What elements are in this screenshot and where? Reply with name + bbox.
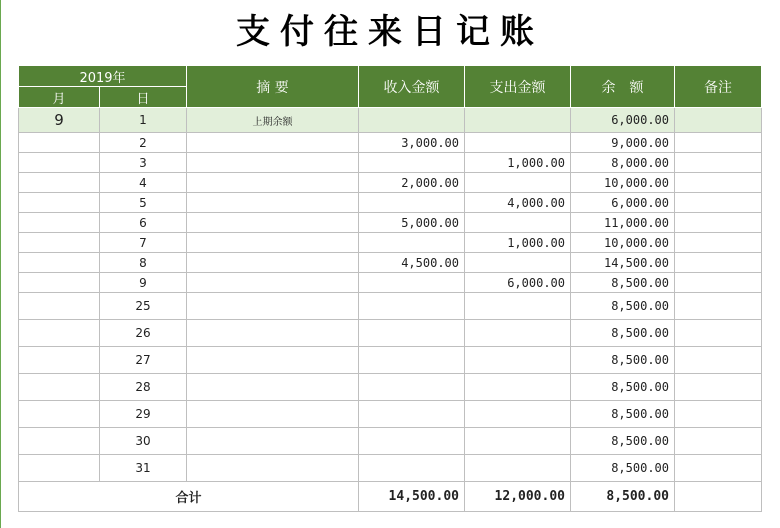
day-cell[interactable]: 28 bbox=[100, 374, 187, 401]
month-cell[interactable] bbox=[19, 347, 100, 374]
income-cell[interactable]: 5,000.00 bbox=[359, 213, 465, 233]
note-cell[interactable] bbox=[675, 233, 762, 253]
income-header: 收入金额 bbox=[359, 66, 465, 108]
day-cell[interactable]: 2 bbox=[100, 133, 187, 153]
balance-cell[interactable]: 8,500.00 bbox=[571, 428, 675, 455]
note-cell[interactable] bbox=[675, 133, 762, 153]
income-cell[interactable] bbox=[359, 153, 465, 173]
note-cell[interactable] bbox=[675, 374, 762, 401]
expense-cell[interactable] bbox=[465, 108, 571, 133]
note-cell[interactable] bbox=[675, 193, 762, 213]
note-cell[interactable] bbox=[675, 108, 762, 133]
summary-cell[interactable] bbox=[187, 233, 359, 253]
table-row bbox=[19, 253, 762, 273]
balance-cell[interactable]: 9,000.00 bbox=[571, 133, 675, 153]
day-cell[interactable]: 5 bbox=[100, 193, 187, 213]
day-cell[interactable]: 3 bbox=[100, 153, 187, 173]
month-cell[interactable] bbox=[19, 253, 100, 273]
day-cell[interactable]: 7 bbox=[100, 233, 187, 253]
income-cell[interactable]: 4,500.00 bbox=[359, 253, 465, 273]
totals-row bbox=[19, 482, 762, 512]
table-row bbox=[19, 374, 762, 401]
month-cell[interactable] bbox=[19, 173, 100, 193]
totals-label: 合计 bbox=[19, 482, 359, 512]
balance-cell[interactable]: 8,500.00 bbox=[571, 374, 675, 401]
expense-cell[interactable] bbox=[465, 173, 571, 193]
summary-cell[interactable] bbox=[187, 401, 359, 428]
expense-cell[interactable] bbox=[465, 213, 571, 233]
balance-cell[interactable]: 11,000.00 bbox=[571, 213, 675, 233]
balance-header: 余 额 bbox=[571, 66, 675, 108]
income-cell[interactable] bbox=[359, 193, 465, 213]
summary-cell[interactable] bbox=[187, 153, 359, 173]
expense-cell[interactable] bbox=[465, 401, 571, 428]
month-cell[interactable] bbox=[19, 213, 100, 233]
day-cell[interactable]: 31 bbox=[100, 455, 187, 482]
note-cell[interactable] bbox=[675, 253, 762, 273]
table-row bbox=[19, 173, 762, 193]
table-row bbox=[19, 193, 762, 213]
balance-cell[interactable]: 6,000.00 bbox=[571, 193, 675, 213]
income-cell[interactable] bbox=[359, 233, 465, 253]
summary-cell[interactable] bbox=[187, 173, 359, 193]
month-cell[interactable] bbox=[19, 293, 100, 320]
balance-cell[interactable]: 8,500.00 bbox=[571, 320, 675, 347]
income-cell[interactable] bbox=[359, 320, 465, 347]
summary-cell[interactable] bbox=[187, 193, 359, 213]
table-row bbox=[19, 401, 762, 428]
day-cell[interactable]: 6 bbox=[100, 213, 187, 233]
note-cell[interactable] bbox=[675, 428, 762, 455]
note-cell[interactable] bbox=[675, 153, 762, 173]
expense-cell[interactable]: 6,000.00 bbox=[465, 273, 571, 293]
month-cell[interactable]: 9 bbox=[19, 108, 100, 133]
balance-cell[interactable]: 8,500.00 bbox=[571, 273, 675, 293]
month-cell[interactable] bbox=[19, 273, 100, 293]
note-cell[interactable] bbox=[675, 320, 762, 347]
note-header: 备注 bbox=[675, 66, 762, 108]
income-cell[interactable] bbox=[359, 108, 465, 133]
month-cell[interactable] bbox=[19, 455, 100, 482]
month-cell[interactable] bbox=[19, 320, 100, 347]
summary-cell[interactable] bbox=[187, 293, 359, 320]
income-cell[interactable] bbox=[359, 401, 465, 428]
month-cell[interactable] bbox=[19, 193, 100, 213]
balance-cell[interactable]: 10,000.00 bbox=[571, 173, 675, 193]
summary-cell[interactable] bbox=[187, 320, 359, 347]
income-cell[interactable]: 3,000.00 bbox=[359, 133, 465, 153]
expense-cell[interactable]: 4,000.00 bbox=[465, 193, 571, 213]
table-row bbox=[19, 213, 762, 233]
expense-cell[interactable] bbox=[465, 133, 571, 153]
expense-header: 支出金额 bbox=[465, 66, 571, 108]
income-cell[interactable] bbox=[359, 374, 465, 401]
table-row bbox=[19, 455, 762, 482]
month-cell[interactable] bbox=[19, 374, 100, 401]
expense-cell[interactable] bbox=[465, 253, 571, 273]
note-cell[interactable] bbox=[675, 347, 762, 374]
summary-cell[interactable] bbox=[187, 133, 359, 153]
summary-cell[interactable] bbox=[187, 428, 359, 455]
income-cell[interactable] bbox=[359, 347, 465, 374]
note-cell[interactable] bbox=[675, 273, 762, 293]
left-edge-line bbox=[0, 0, 1, 528]
note-cell[interactable] bbox=[675, 173, 762, 193]
income-cell[interactable]: 2,000.00 bbox=[359, 173, 465, 193]
month-cell[interactable] bbox=[19, 153, 100, 173]
total-income[interactable]: 14,500.00 bbox=[359, 482, 465, 512]
total-balance[interactable]: 8,500.00 bbox=[571, 482, 675, 512]
summary-cell[interactable] bbox=[187, 374, 359, 401]
day-cell[interactable]: 9 bbox=[100, 273, 187, 293]
expense-cell[interactable] bbox=[465, 428, 571, 455]
expense-cell[interactable] bbox=[465, 320, 571, 347]
income-cell[interactable] bbox=[359, 273, 465, 293]
day-cell[interactable]: 25 bbox=[100, 293, 187, 320]
day-header: 日 bbox=[100, 87, 187, 108]
day-cell[interactable]: 4 bbox=[100, 173, 187, 193]
year-header: 2019年 bbox=[19, 66, 187, 87]
day-cell[interactable]: 30 bbox=[100, 428, 187, 455]
summary-header: 摘 要 bbox=[187, 66, 359, 108]
ledger-table bbox=[18, 65, 762, 512]
summary-cell[interactable]: 上期余额 bbox=[187, 108, 359, 133]
summary-cell[interactable] bbox=[187, 347, 359, 374]
page-title: 支付往来日记账 bbox=[236, 12, 544, 52]
summary-cell[interactable] bbox=[187, 273, 359, 293]
note-cell[interactable] bbox=[675, 213, 762, 233]
note-cell[interactable] bbox=[675, 401, 762, 428]
month-cell[interactable] bbox=[19, 401, 100, 428]
note-cell[interactable] bbox=[675, 293, 762, 320]
table-row bbox=[19, 428, 762, 455]
income-cell[interactable] bbox=[359, 455, 465, 482]
month-cell[interactable] bbox=[19, 133, 100, 153]
month-header: 月 bbox=[19, 87, 100, 108]
day-cell[interactable]: 27 bbox=[100, 347, 187, 374]
expense-cell[interactable] bbox=[465, 455, 571, 482]
balance-cell[interactable]: 8,000.00 bbox=[571, 153, 675, 173]
summary-cell[interactable] bbox=[187, 213, 359, 233]
day-cell[interactable]: 26 bbox=[100, 320, 187, 347]
expense-cell[interactable]: 1,000.00 bbox=[465, 233, 571, 253]
income-cell[interactable] bbox=[359, 428, 465, 455]
summary-cell[interactable] bbox=[187, 253, 359, 273]
balance-cell[interactable]: 14,500.00 bbox=[571, 253, 675, 273]
expense-cell[interactable] bbox=[465, 374, 571, 401]
income-cell[interactable] bbox=[359, 293, 465, 320]
expense-cell[interactable] bbox=[465, 347, 571, 374]
table-row bbox=[19, 233, 762, 253]
balance-cell[interactable]: 8,500.00 bbox=[571, 401, 675, 428]
table-row bbox=[19, 273, 762, 293]
total-note[interactable] bbox=[675, 482, 762, 512]
day-cell[interactable]: 1 bbox=[100, 108, 187, 133]
month-cell[interactable] bbox=[19, 428, 100, 455]
balance-cell[interactable]: 8,500.00 bbox=[571, 347, 675, 374]
expense-cell[interactable]: 1,000.00 bbox=[465, 153, 571, 173]
expense-cell[interactable] bbox=[465, 293, 571, 320]
balance-cell[interactable]: 8,500.00 bbox=[571, 455, 675, 482]
day-cell[interactable]: 29 bbox=[100, 401, 187, 428]
table-row-opening-balance bbox=[19, 108, 762, 133]
table-row bbox=[19, 133, 762, 153]
balance-cell[interactable]: 8,500.00 bbox=[571, 293, 675, 320]
table-row bbox=[19, 153, 762, 173]
day-cell[interactable]: 8 bbox=[100, 253, 187, 273]
note-cell[interactable] bbox=[675, 455, 762, 482]
balance-cell[interactable]: 10,000.00 bbox=[571, 233, 675, 253]
balance-cell[interactable]: 6,000.00 bbox=[571, 108, 675, 133]
month-cell[interactable] bbox=[19, 233, 100, 253]
total-expense[interactable]: 12,000.00 bbox=[465, 482, 571, 512]
table-row bbox=[19, 347, 762, 374]
summary-cell[interactable] bbox=[187, 455, 359, 482]
table-row bbox=[19, 293, 762, 320]
table-row bbox=[19, 320, 762, 347]
